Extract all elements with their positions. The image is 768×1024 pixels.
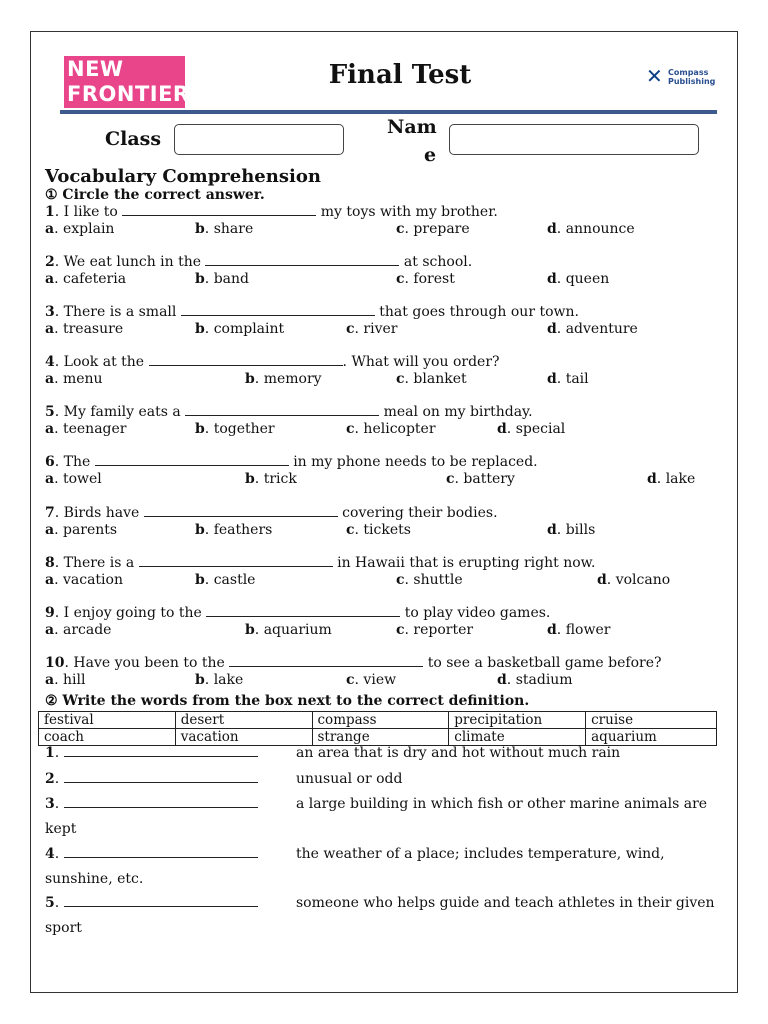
option-c[interactable]: c. river [346, 321, 398, 337]
definition-text: an area that is dry and hot without much rain [296, 745, 621, 761]
option-a[interactable]: a. hill [45, 672, 86, 688]
question-number: 2 [45, 254, 55, 270]
answer-blank[interactable] [206, 605, 400, 617]
question-2: 2. We eat lunch in the at school. [45, 254, 473, 270]
definition-text-continued: kept [45, 821, 77, 837]
name-field[interactable] [449, 124, 699, 155]
question-number: 5 [45, 404, 55, 420]
answer-blank[interactable] [64, 846, 258, 858]
answer-blank[interactable] [205, 254, 399, 266]
option-b[interactable]: b. castle [195, 572, 256, 588]
question-number: 4 [45, 354, 55, 370]
option-d[interactable]: d. bills [547, 522, 596, 538]
question-number: 7 [45, 505, 55, 521]
question-1: 1. I like to my toys with my brother. [45, 204, 498, 220]
word-box-cell: vacation [175, 729, 312, 746]
definition-text: someone who helps guide and teach athletes in their given [296, 895, 715, 911]
option-c[interactable]: c. forest [396, 271, 455, 287]
question-number: 1 [45, 204, 55, 220]
answer-blank[interactable] [185, 404, 379, 416]
name-label-part1: Nam [387, 116, 437, 138]
answer-blank[interactable] [64, 745, 258, 757]
option-a[interactable]: a. vacation [45, 572, 123, 588]
option-a[interactable]: a. cafeteria [45, 271, 127, 287]
definition-text-continued: sport [45, 920, 82, 936]
answer-blank[interactable] [139, 555, 333, 567]
question-number: 6 [45, 454, 55, 470]
definition-text: the weather of a place; includes temperature, wind, [296, 846, 665, 862]
option-a[interactable]: a. towel [45, 471, 102, 487]
word-box-cell: festival [39, 712, 176, 729]
compass-publishing-logo: ✕ Compass Publishing [646, 64, 716, 88]
section-heading: Vocabulary Comprehension [45, 166, 321, 187]
option-d[interactable]: d. flower [547, 622, 611, 638]
option-b[interactable]: b. together [195, 421, 275, 437]
question-6: 6. The in my phone needs to be replaced. [45, 454, 538, 470]
option-a[interactable]: a. explain [45, 221, 115, 237]
question-5: 5. My family eats a meal on my birthday. [45, 404, 533, 420]
definition-text: a large building in which fish or other marine animals are [296, 796, 708, 812]
option-b[interactable]: b. share [195, 221, 254, 237]
option-b[interactable]: b. band [195, 271, 249, 287]
option-d[interactable]: d. lake [647, 471, 696, 487]
word-box [38, 711, 717, 746]
question-number: 9 [45, 605, 55, 621]
class-field[interactable] [174, 124, 344, 155]
page-title: Final Test [328, 60, 472, 90]
header-divider [60, 110, 717, 114]
option-b[interactable]: b. trick [245, 471, 297, 487]
option-c[interactable]: c. shuttle [396, 572, 463, 588]
option-c[interactable]: c. blanket [396, 371, 467, 387]
answer-blank[interactable] [64, 771, 258, 783]
option-d[interactable]: d. special [497, 421, 566, 437]
definition-text: unusual or odd [296, 771, 403, 787]
word-box-cell: strange [312, 729, 449, 746]
definition-2: 2. [45, 771, 258, 787]
compass-icon: ✕ [646, 64, 663, 88]
option-a[interactable]: a. menu [45, 371, 103, 387]
question-7: 7. Birds have covering their bodies. [45, 505, 498, 521]
name-label-part2: e [424, 144, 437, 166]
word-box-cell: cruise [586, 712, 717, 729]
answer-blank[interactable] [144, 505, 338, 517]
word-box-cell: coach [39, 729, 176, 746]
question-10: 10. Have you been to the to see a basketball game before? [45, 655, 662, 671]
option-c[interactable]: c. helicopter [346, 421, 436, 437]
option-c[interactable]: c. tickets [346, 522, 411, 538]
question-number: 8 [45, 555, 55, 571]
option-b[interactable]: b. memory [245, 371, 322, 387]
section2-instruction: ② Write the words from the box next to the correct definition. [45, 693, 530, 709]
option-c[interactable]: c. view [346, 672, 397, 688]
answer-blank[interactable] [181, 304, 375, 316]
option-d[interactable]: d. queen [547, 271, 610, 287]
definition-1: 1. [45, 745, 258, 761]
answer-blank[interactable] [122, 204, 316, 216]
word-box-cell: climate [449, 729, 586, 746]
answer-blank[interactable] [64, 796, 258, 808]
new-frontiers-logo: NEW FRONTIERS [64, 56, 185, 108]
option-d[interactable]: d. announce [547, 221, 635, 237]
option-a[interactable]: a. treasure [45, 321, 124, 337]
option-b[interactable]: b. aquarium [245, 622, 332, 638]
answer-blank[interactable] [149, 354, 343, 366]
definition-5: 5. [45, 895, 258, 911]
definition-text-continued: sunshine, etc. [45, 871, 144, 887]
option-c[interactable]: c. battery [446, 471, 515, 487]
section1-instruction: ① Circle the correct answer. [45, 187, 265, 203]
definition-3: 3. [45, 796, 258, 812]
option-a[interactable]: a. arcade [45, 622, 112, 638]
word-box-cell: precipitation [449, 712, 586, 729]
option-b[interactable]: b. lake [195, 672, 244, 688]
option-c[interactable]: c. prepare [396, 221, 470, 237]
word-box-row [39, 712, 717, 729]
option-d[interactable]: d. adventure [547, 321, 638, 337]
answer-blank[interactable] [64, 895, 258, 907]
word-box-cell: aquarium [586, 729, 717, 746]
option-d[interactable]: d. tail [547, 371, 589, 387]
answer-blank[interactable] [95, 454, 289, 466]
question-8: 8. There is a in Hawaii that is erupting right now. [45, 555, 596, 571]
option-b[interactable]: b. feathers [195, 522, 273, 538]
option-c[interactable]: c. reporter [396, 622, 474, 638]
option-a[interactable]: a. parents [45, 522, 118, 538]
question-number: 10 [45, 655, 65, 671]
option-b[interactable]: b. complaint [195, 321, 285, 337]
word-box-cell: compass [312, 712, 449, 729]
question-number: 3 [45, 304, 55, 320]
question-9: 9. I enjoy going to the to play video games. [45, 605, 551, 621]
answer-blank[interactable] [229, 655, 423, 667]
definition-4: 4. [45, 846, 258, 862]
class-label: Class [105, 128, 162, 150]
word-box-row [39, 729, 717, 746]
option-d[interactable]: d. volcano [597, 572, 671, 588]
word-box-cell: desert [175, 712, 312, 729]
question-3: 3. There is a small that goes through our town. [45, 304, 579, 320]
question-4: 4. Look at the . What will you order? [45, 354, 500, 370]
option-d[interactable]: d. stadium [497, 672, 573, 688]
option-a[interactable]: a. teenager [45, 421, 127, 437]
